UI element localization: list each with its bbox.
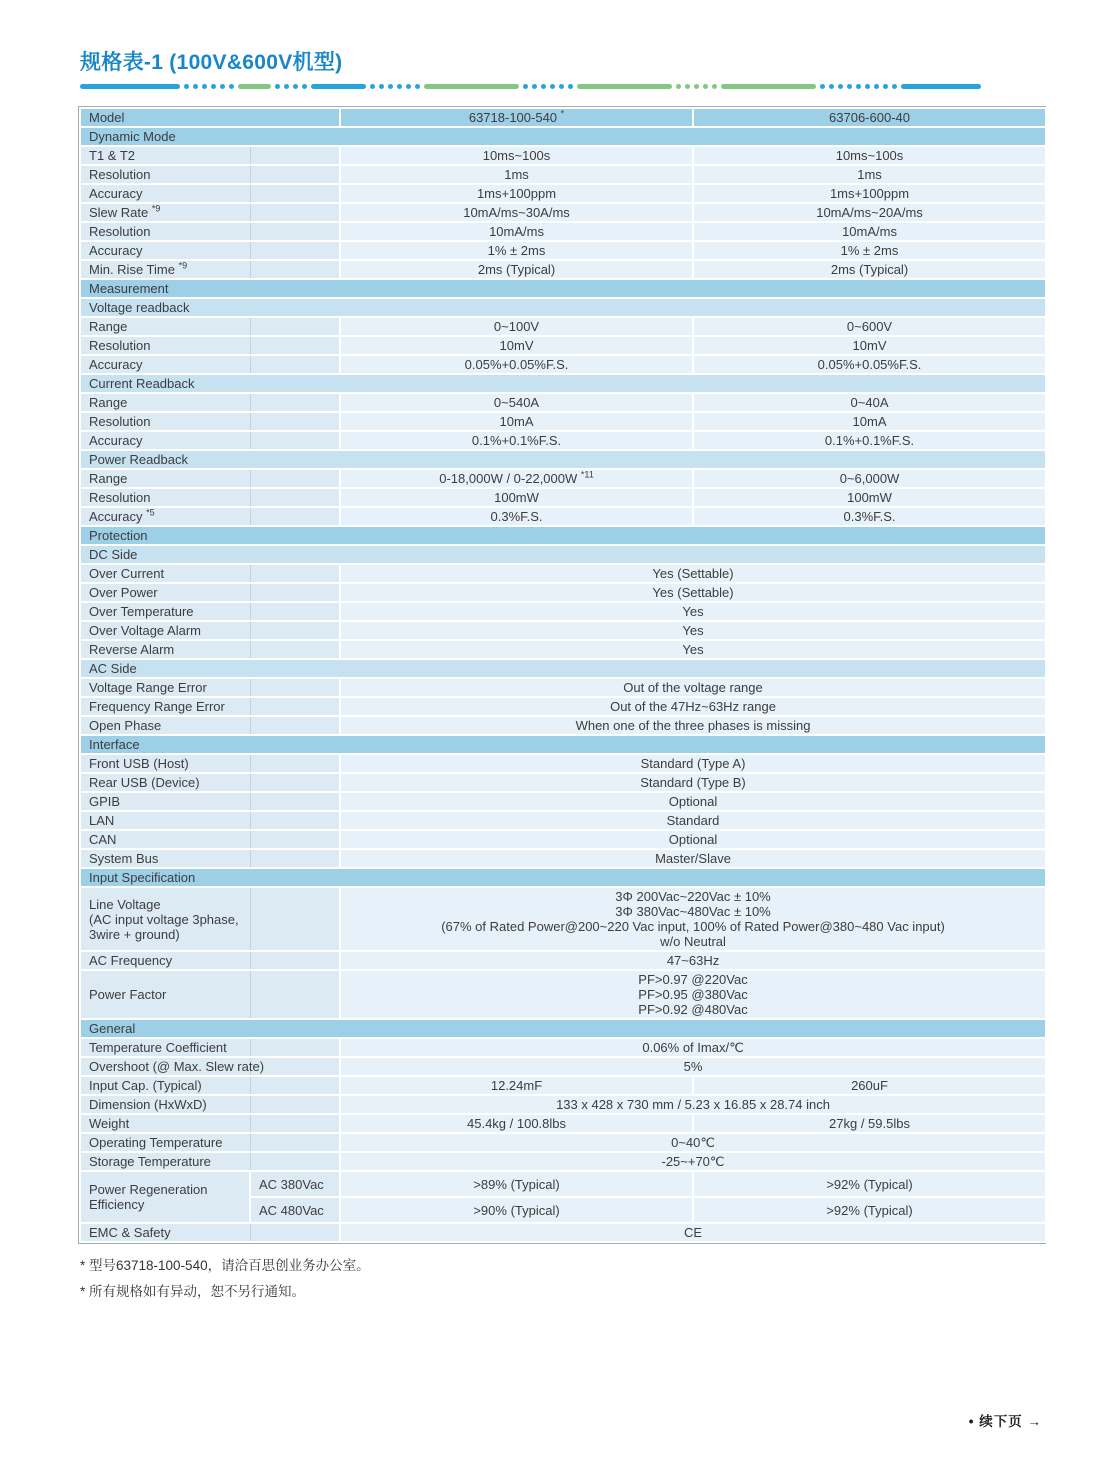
section-header-cell: Input Specification [80, 868, 1046, 887]
page-title: 规格表-1 (100V&600V机型) [80, 51, 343, 74]
spec-row [80, 146, 1046, 165]
spec-value-cell: 0-18,000W / 0-22,000W $^{*11}$ [340, 469, 693, 488]
spec-value-cell: 100mW [340, 488, 693, 507]
spec-row [80, 621, 1046, 640]
spec-value-cell: >90% (Typical) [340, 1197, 693, 1223]
spec-label-cell: Resolution [80, 336, 340, 355]
spec-label-cell: Frequency Range Error [80, 697, 340, 716]
section-header-row [80, 279, 1046, 298]
divider-dot [703, 84, 708, 89]
spec-value-cell: 0.1%+0.1%F.S. [693, 431, 1046, 450]
spec-label-cell: Over Temperature [80, 602, 340, 621]
spec-row [80, 1114, 1046, 1133]
spec-label-cell: Line Voltage (AC input voltage 3phase, 3wire + ground) [80, 887, 340, 951]
spec-value-cell: >92% (Typical) [693, 1197, 1046, 1223]
spec-value-cell: 0.3%F.S. [340, 507, 693, 526]
spec-table [79, 107, 1047, 1243]
spec-value-cell: 1% ± 2ms [693, 241, 1046, 260]
spec-value-cell: 0.1%+0.1%F.S. [340, 431, 693, 450]
spec-value-cell: Yes (Settable) [340, 583, 1046, 602]
spec-value-cell: 0~6,000W [693, 469, 1046, 488]
spec-row [80, 184, 1046, 203]
spec-value-cell: 47~63Hz [340, 951, 1046, 970]
divider-dash [80, 84, 180, 89]
divider-dot [865, 84, 870, 89]
sub-header-cell: AC Side [80, 659, 1046, 678]
spec-value-cell: When one of the three phases is missing [340, 716, 1046, 735]
spec-value-cell: 0~100V [340, 317, 693, 336]
spec-label-cell: Resolution [80, 412, 340, 431]
spec-value-cell: 0.05%+0.05%F.S. [693, 355, 1046, 374]
divider-dot [541, 84, 546, 89]
spec-value-cell: 1ms [693, 165, 1046, 184]
spec-value-cell: 10mV [693, 336, 1046, 355]
spec-value-cell: 100mW [693, 488, 1046, 507]
model-name-cell: 63706-600-40 [693, 108, 1046, 127]
spec-row [80, 697, 1046, 716]
spec-value-cell: 2ms (Typical) [693, 260, 1046, 279]
section-header-row [80, 526, 1046, 545]
divider-dot [302, 84, 307, 89]
subsection-header-row [80, 659, 1046, 678]
spec-row [80, 1057, 1046, 1076]
spec-value-cell: 10mV [340, 336, 693, 355]
spec-value-cell: Yes [340, 621, 1046, 640]
spec-value-cell: 12.24mF [340, 1076, 693, 1095]
divider-dot [284, 84, 289, 89]
spec-label-cell: Slew Rate $^{*9}$ [80, 203, 340, 222]
divider-dot [275, 84, 280, 89]
model-label-cell: Model [80, 108, 340, 127]
spec-row [80, 1171, 1046, 1197]
divider-dot [685, 84, 690, 89]
spec-value-cell: Optional [340, 830, 1046, 849]
divider-dot [892, 84, 897, 89]
spec-value-cell: 2ms (Typical) [340, 260, 693, 279]
spec-value-cell: >92% (Typical) [693, 1171, 1046, 1197]
spec-label-cell: Dimension (HxWxD) [80, 1095, 340, 1114]
section-header-cell: Dynamic Mode [80, 127, 1046, 146]
spec-row [80, 203, 1046, 222]
spec-label-cell: Range [80, 317, 340, 336]
footnote: * 型号63718-100-540，请洽百思创业务办公室。 [80, 1258, 370, 1273]
spec-row [80, 222, 1046, 241]
subsection-header-row [80, 374, 1046, 393]
spec-row [80, 317, 1046, 336]
spec-row [80, 716, 1046, 735]
divider-dash [424, 84, 519, 89]
divider-dot [856, 84, 861, 89]
spec-label-cell: Overshoot (@ Max. Slew rate) [80, 1057, 340, 1076]
model-name-cell: 63718-100-540 * [340, 108, 693, 127]
spec-label-cell: Min. Rise Time $^{*9}$ [80, 260, 340, 279]
spec-row [80, 640, 1046, 659]
spec-table-wrap [78, 106, 1046, 1244]
divider-dot [847, 84, 852, 89]
spec-value-cell: 45.4kg / 100.8lbs [340, 1114, 693, 1133]
spec-value-cell: 10mA/ms [340, 222, 693, 241]
spec-group-label: Power Regeneration Efficiency [80, 1171, 250, 1223]
spec-label-cell: LAN [80, 811, 340, 830]
spec-row [80, 887, 1046, 951]
spec-value-cell: CE [340, 1223, 1046, 1242]
section-header-row [80, 735, 1046, 754]
section-header-cell: General [80, 1019, 1046, 1038]
spec-value-cell: Master/Slave [340, 849, 1046, 868]
spec-row [80, 773, 1046, 792]
spec-row [80, 393, 1046, 412]
spec-value-cell: 1% ± 2ms [340, 241, 693, 260]
spec-value-cell: Optional [340, 792, 1046, 811]
section-header-cell: Interface [80, 735, 1046, 754]
spec-value-cell: Out of the 47Hz~63Hz range [340, 697, 1046, 716]
divider-dot [202, 84, 207, 89]
spec-row [80, 260, 1046, 279]
divider-dash [721, 84, 816, 89]
spec-value-cell: Standard [340, 811, 1046, 830]
divider-dot [532, 84, 537, 89]
bullet-icon: • [968, 1414, 975, 1429]
spec-value-cell: Out of the voltage range [340, 678, 1046, 697]
spec-row [80, 165, 1046, 184]
spec-value-cell: 1ms+100ppm [693, 184, 1046, 203]
spec-value-cell: PF>0.97 @220Vac PF>0.95 @380Vac PF>0.92 @480Vac [340, 970, 1046, 1019]
spec-label-cell: Operating Temperature [80, 1133, 340, 1152]
divider-dot [415, 84, 420, 89]
spec-row [80, 951, 1046, 970]
spec-label-cell: Open Phase [80, 716, 340, 735]
spec-label-cell: Voltage Range Error [80, 678, 340, 697]
spec-row [80, 678, 1046, 697]
spec-label-cell: Accuracy [80, 241, 340, 260]
divider-dot [550, 84, 555, 89]
divider-dot [676, 84, 681, 89]
spec-row [80, 583, 1046, 602]
divider-dash [238, 84, 271, 89]
spec-value-cell: 10mA/ms [693, 222, 1046, 241]
divider-dot [406, 84, 411, 89]
spec-value-cell: -25~+70℃ [340, 1152, 1046, 1171]
spec-value-cell: 0~40℃ [340, 1133, 1046, 1152]
divider-dot [184, 84, 189, 89]
spec-label-cell: EMC & Safety [80, 1223, 340, 1242]
spec-value-cell: Standard (Type A) [340, 754, 1046, 773]
divider-dot [523, 84, 528, 89]
spec-row [80, 1133, 1046, 1152]
spec-row [80, 1152, 1046, 1171]
spec-row [80, 431, 1046, 450]
divider-dash [577, 84, 672, 89]
spec-label-cell: GPIB [80, 792, 340, 811]
section-header-row [80, 1019, 1046, 1038]
spec-row [80, 507, 1046, 526]
spec-label-cell: Weight [80, 1114, 340, 1133]
spec-condition-cell: AC 380Vac [250, 1171, 340, 1197]
spec-label-cell: Resolution [80, 165, 340, 184]
spec-label-cell: Range [80, 393, 340, 412]
spec-value-cell: 10ms~100s [340, 146, 693, 165]
spec-value-cell: 133 x 428 x 730 mm / 5.23 x 16.85 x 28.74 inch [340, 1095, 1046, 1114]
spec-value-cell: 1ms [340, 165, 693, 184]
spec-label-cell: Over Current [80, 564, 340, 583]
divider-dot [820, 84, 825, 89]
spec-row [80, 970, 1046, 1019]
spec-row [80, 1076, 1046, 1095]
sub-header-cell: DC Side [80, 545, 1046, 564]
spec-value-cell: Yes [340, 602, 1046, 621]
spec-row [80, 792, 1046, 811]
section-header-row [80, 868, 1046, 887]
spec-label-cell: Accuracy $^{*5}$ [80, 507, 340, 526]
spec-row [80, 1223, 1046, 1242]
divider-dot [694, 84, 699, 89]
divider-dot [874, 84, 879, 89]
divider-dot [229, 84, 234, 89]
spec-row [80, 849, 1046, 868]
spec-value-cell: Yes [340, 640, 1046, 659]
spec-value-cell: 0.3%F.S. [693, 507, 1046, 526]
spec-label-cell: Rear USB (Device) [80, 773, 340, 792]
title-divider-ornament [80, 83, 1046, 89]
spec-label-cell: Front USB (Host) [80, 754, 340, 773]
spec-label-cell: CAN [80, 830, 340, 849]
spec-condition-cell: AC 480Vac [250, 1197, 340, 1223]
divider-dash [901, 84, 981, 89]
page-content [78, 46, 1046, 1305]
spec-label-cell: Accuracy [80, 431, 340, 450]
divider-dot [211, 84, 216, 89]
spec-value-cell: 10mA [340, 412, 693, 431]
spec-value-cell: 0.06% of Imax/℃ [340, 1038, 1046, 1057]
spec-row [80, 355, 1046, 374]
spec-row [80, 1095, 1046, 1114]
spec-label-cell: Resolution [80, 222, 340, 241]
section-header-row [80, 127, 1046, 146]
spec-row [80, 1038, 1046, 1057]
spec-label-cell: Storage Temperature [80, 1152, 340, 1171]
divider-dot [568, 84, 573, 89]
spec-label-cell: System Bus [80, 849, 340, 868]
continue-label: 续下页 [979, 1414, 1023, 1429]
right-arrow-icon: → [1027, 1414, 1042, 1429]
spec-label-cell: Over Voltage Alarm [80, 621, 340, 640]
spec-row [80, 469, 1046, 488]
spec-label-cell: Resolution [80, 488, 340, 507]
divider-dot [293, 84, 298, 89]
subsection-header-row [80, 545, 1046, 564]
spec-row [80, 754, 1046, 773]
spec-row [80, 336, 1046, 355]
spec-value-cell: 260uF [693, 1076, 1046, 1095]
spec-value-cell: 0~600V [693, 317, 1046, 336]
spec-label-cell: T1 & T2 [80, 146, 340, 165]
spec-label-cell: Temperature Coefficient [80, 1038, 340, 1057]
subsection-header-row [80, 298, 1046, 317]
divider-dot [712, 84, 717, 89]
divider-dot [883, 84, 888, 89]
model-header-row [80, 108, 1046, 127]
spec-value-cell: 5% [340, 1057, 1046, 1076]
spec-value-cell: 10ms~100s [693, 146, 1046, 165]
spec-row [80, 412, 1046, 431]
spec-label-cell: Accuracy [80, 184, 340, 203]
divider-dot [220, 84, 225, 89]
spec-value-cell: Yes (Settable) [340, 564, 1046, 583]
divider-dot [829, 84, 834, 89]
spec-row [80, 830, 1046, 849]
spec-row [80, 564, 1046, 583]
divider-dash [311, 84, 366, 89]
spec-label-cell: Over Power [80, 583, 340, 602]
section-header-cell: Measurement [80, 279, 1046, 298]
spec-row [80, 602, 1046, 621]
spec-value-cell: 10mA/ms~20A/ms [693, 203, 1046, 222]
continue-next-page-note [969, 1410, 1042, 1430]
section-header-cell: Protection [80, 526, 1046, 545]
footnote: * 所有规格如有异动，恕不另行通知。 [80, 1284, 306, 1299]
divider-dot [193, 84, 198, 89]
spec-row [80, 241, 1046, 260]
spec-value-cell: 0~40A [693, 393, 1046, 412]
spec-label-cell: Accuracy [80, 355, 340, 374]
divider-dot [838, 84, 843, 89]
spec-value-cell: 0~540A [340, 393, 693, 412]
divider-dot [379, 84, 384, 89]
sub-header-cell: Power Readback [80, 450, 1046, 469]
subsection-header-row [80, 450, 1046, 469]
divider-dot [397, 84, 402, 89]
divider-dot [370, 84, 375, 89]
spec-label-cell: Power Factor [80, 970, 340, 1019]
spec-label-cell: Input Cap. (Typical) [80, 1076, 340, 1095]
spec-row [80, 811, 1046, 830]
divider-dot [388, 84, 393, 89]
spec-value-cell: 10mA [693, 412, 1046, 431]
sub-header-cell: Voltage readback [80, 298, 1046, 317]
divider-dot [559, 84, 564, 89]
spec-label-cell: AC Frequency [80, 951, 340, 970]
spec-value-cell: >89% (Typical) [340, 1171, 693, 1197]
spec-label-cell: Reverse Alarm [80, 640, 340, 659]
spec-value-cell: Standard (Type B) [340, 773, 1046, 792]
spec-value-cell: 1ms+100ppm [340, 184, 693, 203]
spec-value-cell: 3Φ 200Vac~220Vac ± 10% 3Φ 380Vac~480Vac ± 10% (67% of Rated Power@200~220 Vac input, 100% of Rated Power@380~480 Vac input) w/o Neutral [340, 887, 1046, 951]
spec-value-cell: 27kg / 59.5lbs [693, 1114, 1046, 1133]
sub-header-cell: Current Readback [80, 374, 1046, 393]
spec-label-cell: Range [80, 469, 340, 488]
spec-value-cell: 10mA/ms~30A/ms [340, 203, 693, 222]
spec-row [80, 488, 1046, 507]
spec-value-cell: 0.05%+0.05%F.S. [340, 355, 693, 374]
footnotes [80, 1253, 1046, 1305]
